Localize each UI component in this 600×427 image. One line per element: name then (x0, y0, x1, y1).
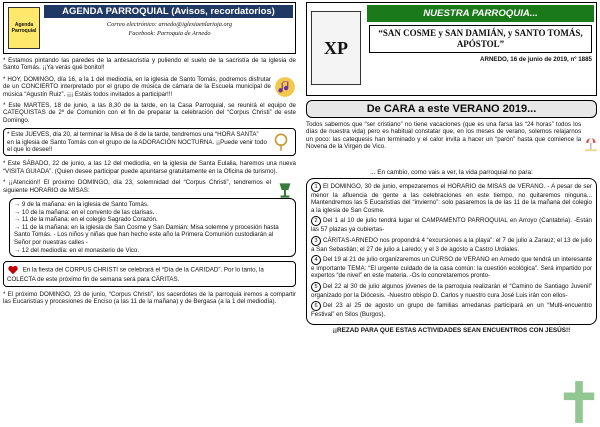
chalice-icon (274, 179, 296, 201)
summer-plans (306, 178, 597, 325)
parish-title: NUESTRA PARROQUIA... (367, 5, 594, 22)
monstrance-icon (270, 131, 292, 153)
notice-item: * HOY, DOMINGO, día 16, a la 1 del mediodía, en la iglesia de Santo Tomás, podremos disfrutar de un CONCIERTO interpretado por el grupo de música de cámara de la Escuela municipal de música “Agustín Ruiz”. ¡¡¡ Estáis todos invitados a participar!!! (3, 76, 296, 98)
email-line: Correo electrónico: arnedo@iglesiaenlarioja.org (106, 21, 233, 28)
parish-column (300, 0, 600, 427)
facebook-line: Facebook: Parroquia de Arnedo (128, 30, 211, 37)
intro-text: Todos sabemos que “ser cristiano” no tiene vacaciones (que es una farsa las “24 horas” todos los días de nuestra vida) pero es habitual constatar que, en los meses de verano, solemos relajarnos un poco: las catequesis han terminado y el calor invita a hacer un “parón” hasta que comience la Novena de la Virgen de Vico. (306, 121, 582, 151)
plan-item: 2 Del 1 al 10 de julio tendrá lugar el CAMPAMENTO PARROQUIAL en Arroyo (Cantabria). -Están las 57 plazas ya cubiertas- (311, 217, 592, 234)
agenda-logo: Agenda Parroquial (8, 7, 40, 49)
plan-item: 5 Del 22 al 30 de julio algunos jóvenes de la parroquia realizarán el “Camino de Santiago Juvenil” organizado por la Diócesis. -Nuestro obispo D. Carlos y nuestro cura José Luis irán con ellos- (311, 282, 592, 299)
notice-item: * Estamos pintando las paredes de la antesacristía y puliendo el suelo de la sacristía de la iglesia de Santo Tomás. ¡¡Ya verás qué bonito!! (3, 57, 296, 72)
schedule-row: → 11 de la mañana: en el colegio Sagrado Corazón. (14, 216, 158, 224)
plan-item: 1 El DOMINGO, 30 de junio, empezaremos el HORARIO de MISAS de VERANO. - A pesar de ser menor la afluencia de gente a las celebraciones en este tiempo, no quitaremos ninguna... Mantendremos las 5 Eucaristías del “invierno”: solo pasaremos la de las 11 de la mañana del colegio a la iglesia de San Cosme. (311, 183, 592, 214)
schedule-row: → 10 de la mañana: en el convento de las clarisas. (14, 208, 155, 216)
parish-name: “SAN COSME y SAN DAMIÁN, y SANTO TOMÁS, APÓSTOL” (369, 25, 592, 53)
notice-item: * ¡¡Atención!! El próximo DOMINGO, día 23, solemnidad del “Corpus Christi”, tendremos el siguiente HORARIO de MISAS: (3, 179, 296, 194)
final-line: ¡¡REZAD PARA QUE ESTAS ACTIVIDADES SEAN ENCUENTROS CON JESÚS!! (332, 326, 571, 334)
agenda-header (3, 2, 296, 54)
summer-heading: De CARA a este VERANO 2019... (306, 100, 597, 118)
schedule-row: → 9 de la mañana: en la iglesia de Santo Tomás. (14, 201, 149, 209)
notice-item: * Este SÁBADO, 22 de junio, a las 12 del mediodía, en la iglesia de Santa Eulalia, haremos una nueva “VISITA GUIADA”. (Quien desee participar puede apuntarse gratuitamente en la Oficina de turismo). (3, 160, 296, 175)
notice-item: * Este MARTES, 18 de junio, a las 8,30 de la tarde, en la Casa Parroquial, se reunirá el equipo de CATEQUISTAS de 2º de Comunión con el fin de preparar la celebración del “Corpus Christi” de este Domingo. (3, 102, 296, 124)
mass-schedule (9, 198, 296, 257)
plan-item: 6 Del 23 al 25 de agosto un grupo de familias arnedanas participará en un “Multi-encuentro Festival” en Silos (Burgos). (311, 302, 592, 319)
cross-watermark-icon (560, 379, 598, 425)
parish-header (306, 2, 597, 96)
schedule-row: → 11 de la mañana: en la iglesia de San Cosme y San Damián: Misa solemne y procesión hasta Santo Tomás. - Los niños y niñas que han hecho este año la Primera Comunión custodiarán al Señor por nuestras calles - (14, 223, 279, 247)
plan-item: 4 Del 19 al 21 de julio organizaremos un CURSO de VERANO en Arnedo que tendrá un interesante e importante TEMA: “El urgente cuidado de la casa común: la cuestión ecológica”. Será impartido por expertos “de nivel” en este materia. -Os lo concretaremos pronto- (311, 256, 592, 280)
music-icon (274, 76, 296, 98)
issue-date: ARNEDO, 16 de junio de 2019, nº 1885 (480, 56, 592, 63)
notice-item: * Este JUEVES, día 20, al terminar la Misa de 8 de la tarde, tendremos una “HORA SANTA” en la iglesia de Santo Tomás con el grupo de la ADORACIÓN NOCTURNA. ¡¡Puede venir todo el que lo desee!! (3, 128, 296, 156)
chi-rho-logo: XP (311, 11, 361, 85)
beach-umbrella-icon (585, 121, 597, 167)
schedule-row: → 12 del mediodía: en el monasterio de Vico. (14, 246, 140, 254)
plan-item: 3 CÁRITAS-ARNEDO nos propondrá 4 “excursiones a la playa”: el 7 de julio a Zarauz; el 13 de julio a San Sebastián; el 27 de julio a Laredo; y el 3 de agosto a Castro Urdiales. (311, 236, 592, 253)
agenda-title: AGENDA PARROQUIAL (Avisos, recordatorios) (44, 5, 293, 18)
subheading: ... En cambio, como vais a ver, la vida parroquial no para: (370, 169, 533, 176)
caridad-box: En la fiesta del CORPUS CHRISTI se celebrará el “Día de la CARIDAD”. Por lo tanto, la COLECTA de este próximo fin de semana será para CÁRITAS. (3, 261, 296, 286)
notice-item: * El próximo DOMINGO, 23 de junio, “Corpus Christi”, los sacerdotes de la parroquia iremos a compartir las Eucaristías y procesiones de Enciso (a las 11 de la mañana) y de Bergasa (a la 1 del mediodía). (3, 290, 296, 306)
heart-icon (7, 264, 19, 276)
